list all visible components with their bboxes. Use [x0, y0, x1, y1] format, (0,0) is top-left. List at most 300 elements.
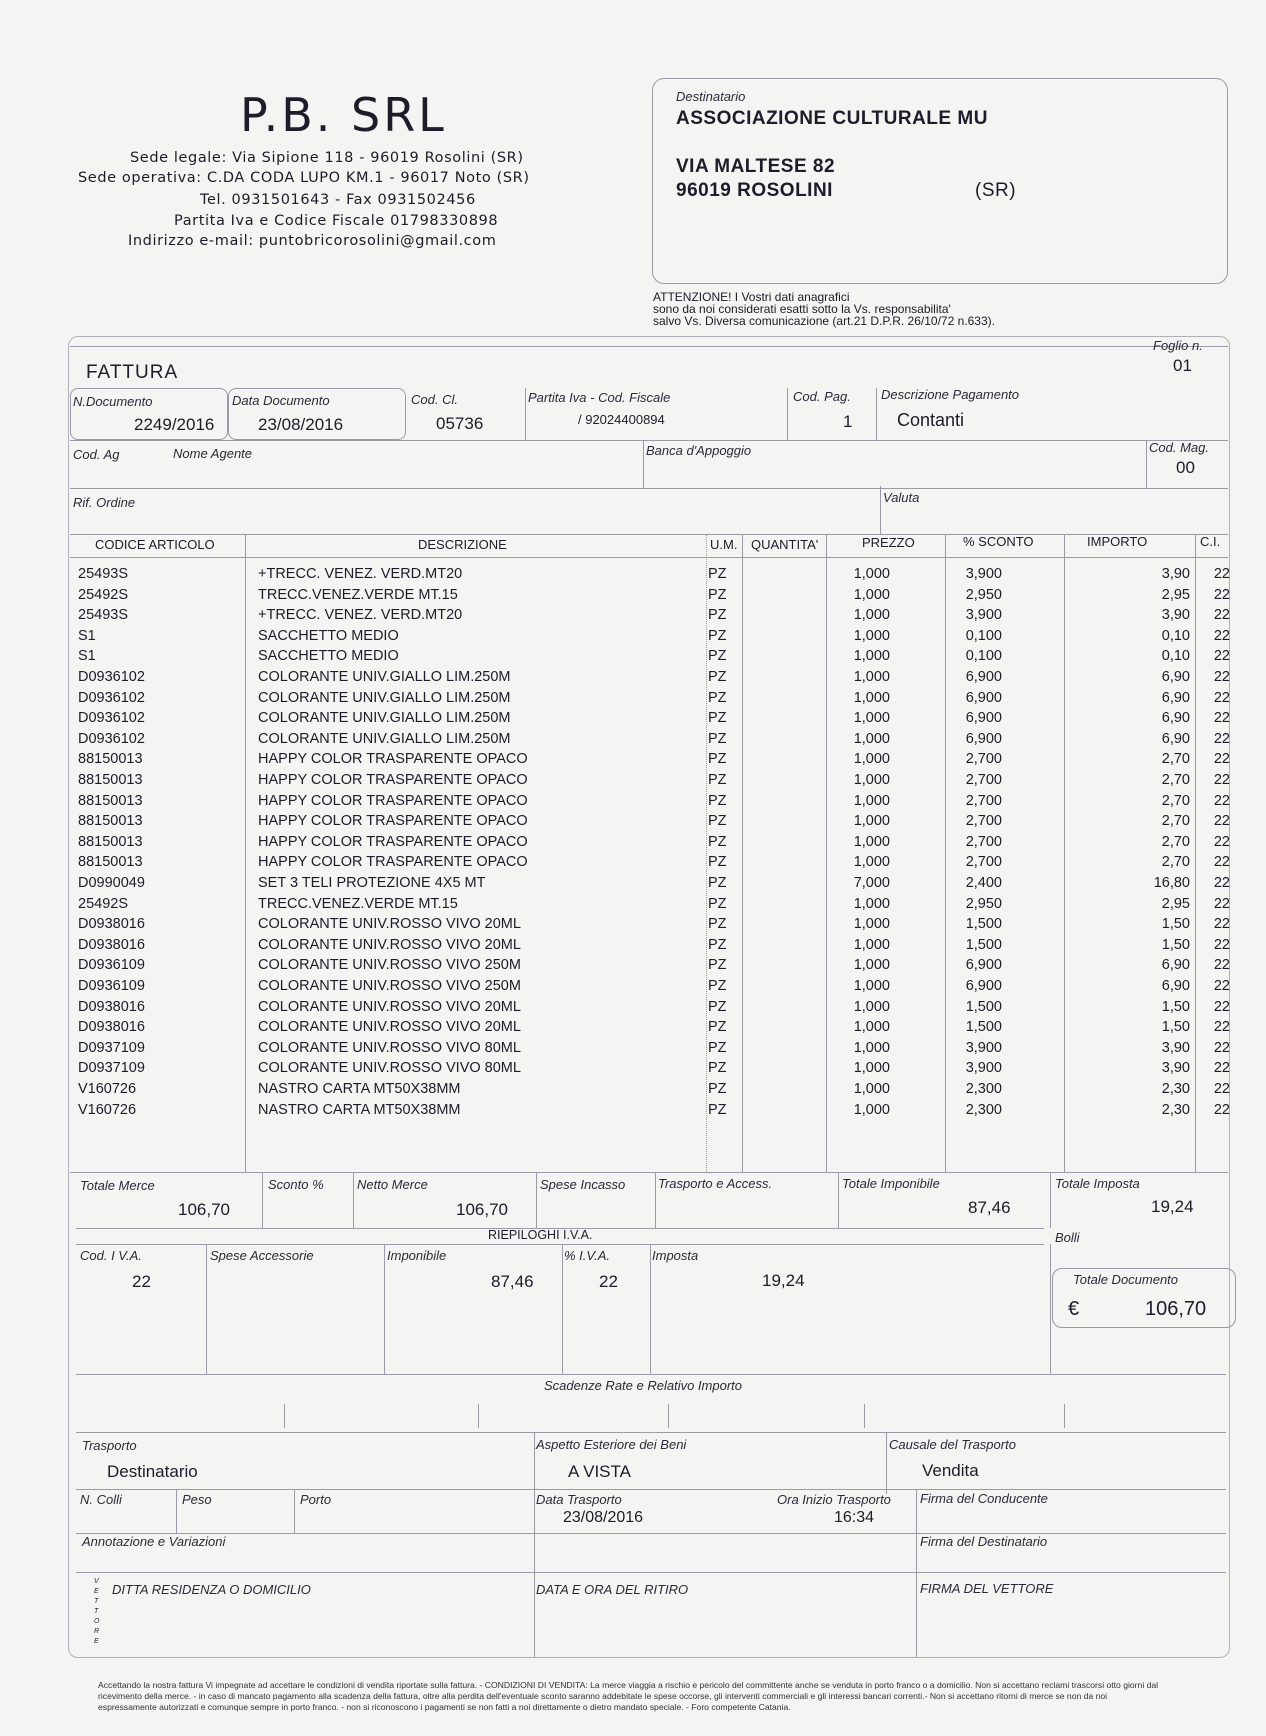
cell-code: D0936102: [78, 730, 145, 747]
cell-um: PZ: [708, 730, 727, 747]
doc-type: FATTURA: [86, 362, 179, 383]
table-row: [74, 999, 1234, 1019]
cell-qty: 1,000: [853, 1019, 890, 1036]
cell-importo: 6,90: [1161, 957, 1190, 974]
data-trasporto-label: Data Trasporto: [536, 1492, 622, 1507]
divider: [1064, 1404, 1065, 1428]
cell-desc: SACCHETTO MEDIO: [258, 627, 399, 644]
cell-qty: 1,000: [853, 710, 890, 727]
aspetto-value: A VISTA: [568, 1462, 631, 1481]
cell-code: D0938016: [78, 936, 145, 953]
cell-um: PZ: [708, 895, 727, 912]
cell-desc: COLORANTE UNIV.ROSSO VIVO 20ML: [258, 936, 521, 953]
desc-pag-label: Descrizione Pagamento: [881, 387, 1020, 402]
totale-imponibile-value: 87,46: [968, 1198, 1011, 1217]
table-row: [74, 648, 1234, 668]
firma-conducente-label: Firma del Conducente: [920, 1491, 1048, 1506]
cell-desc: HAPPY COLOR TRASPARENTE OPACO: [258, 813, 528, 830]
cell-qty: 1,000: [853, 998, 890, 1015]
cell-ci: 22: [1213, 1039, 1230, 1056]
cell-importo: 1,50: [1161, 1019, 1190, 1036]
cell-price: 2,700: [965, 813, 1002, 830]
cell-ci: 22: [1213, 978, 1230, 994]
cod-cl-label: Cod. Cl.: [411, 392, 458, 407]
cell-um: PZ: [708, 854, 727, 871]
cell-um: PZ: [708, 998, 727, 1015]
cell-desc: COLORANTE UNIV.GIALLO LIM.250M: [258, 669, 511, 685]
cell-importo: 1,50: [1161, 936, 1190, 953]
cell-importo: 2,70: [1161, 833, 1190, 850]
cell-price: 1,500: [965, 998, 1002, 1015]
doc-type-row: [70, 346, 1228, 389]
cell-importo: 3,90: [1161, 1039, 1190, 1056]
imponibile-value: 87,46: [491, 1272, 534, 1291]
divider: [384, 1244, 385, 1374]
totale-imposta-label: Totale Imposta: [1055, 1176, 1140, 1191]
header-ci: C.I.: [1200, 534, 1221, 549]
recipient-name: ASSOCIAZIONE CULTURALE MU: [676, 108, 988, 129]
piva-value: / 92024400894: [578, 412, 665, 427]
cell-um: PZ: [708, 1081, 727, 1097]
cell-importo: 2,70: [1161, 854, 1190, 871]
cell-qty: 1,000: [853, 916, 890, 933]
cell-code: V160726: [78, 1081, 137, 1097]
cell-importo: 3,90: [1161, 566, 1190, 582]
cell-desc: COLORANTE UNIV.GIALLO LIM.250M: [258, 710, 511, 727]
cell-qty: 1,000: [853, 751, 890, 768]
cell-code: 88150013: [78, 854, 143, 871]
divider: [886, 1432, 887, 1494]
cell-qty: 1,000: [853, 813, 890, 830]
cell-price: 2,700: [965, 854, 1002, 871]
cell-code: 88150013: [78, 792, 143, 809]
cell-ci: 22: [1213, 586, 1230, 603]
firma-destinatario-label: Firma del Destinatario: [920, 1534, 1048, 1549]
cell-qty: 1,000: [853, 566, 890, 582]
cell-um: PZ: [708, 1039, 727, 1056]
cell-price: 2,950: [965, 895, 1002, 912]
divider: [838, 1172, 839, 1228]
table-row: [74, 587, 1234, 607]
cell-ci: 22: [1213, 998, 1230, 1015]
cell-code: D0990049: [78, 875, 145, 891]
cell-ci: 22: [1213, 772, 1230, 788]
cell-qty: 1,000: [853, 957, 890, 974]
bolli-label: Bolli: [1055, 1230, 1080, 1245]
cell-desc: HAPPY COLOR TRASPARENTE OPACO: [258, 833, 528, 850]
divider: [262, 1172, 263, 1228]
notice-line: ATTENZIONE! I Vostri dati anagrafici: [653, 290, 850, 304]
table-row: [74, 813, 1234, 833]
table-row: [74, 1102, 1234, 1122]
ora-value: 16:34: [834, 1509, 875, 1526]
divider: [353, 1172, 354, 1228]
foglio-label: Foglio n.: [1153, 338, 1203, 353]
divider: [787, 388, 788, 440]
divider: [284, 1404, 285, 1428]
header-importo: IMPORTO: [1087, 534, 1148, 549]
cell-price: 0,100: [965, 648, 1002, 665]
cell-importo: 3,90: [1161, 1060, 1190, 1077]
valuta-label: Valuta: [883, 490, 920, 505]
firma-vettore-label: FIRMA DEL VETTORE: [920, 1581, 1054, 1596]
cell-code: D0937109: [78, 1039, 145, 1056]
imponibile-label: Imponibile: [387, 1248, 447, 1263]
cell-importo: 2,70: [1161, 751, 1190, 768]
divider: [76, 1489, 1226, 1490]
cell-ci: 22: [1213, 669, 1230, 685]
cell-um: PZ: [708, 957, 727, 974]
vettore-vertical-label: VETTORE: [94, 1578, 100, 1645]
cell-um: PZ: [708, 627, 727, 644]
cell-code: S1: [78, 627, 96, 644]
divider: [70, 1172, 1228, 1173]
divider: [1050, 1244, 1051, 1374]
cell-um: PZ: [708, 833, 727, 850]
cell-desc: TRECC.VENEZ.VERDE MT.15: [258, 586, 458, 603]
cell-ci: 22: [1213, 1060, 1230, 1077]
cell-importo: 2,30: [1161, 1101, 1190, 1118]
cell-um: PZ: [708, 1019, 727, 1036]
scadenze-label: Scadenze Rate e Relativo Importo: [544, 1378, 742, 1393]
cell-price: 2,700: [965, 833, 1002, 850]
cell-code: D0938016: [78, 1019, 145, 1036]
cell-ci: 22: [1213, 813, 1230, 830]
cell-code: D0938016: [78, 998, 145, 1015]
cell-desc: TRECC.VENEZ.VERDE MT.15: [258, 895, 458, 912]
divider: [76, 1374, 1226, 1375]
ditta-label: DITTA RESIDENZA O DOMICILIO: [112, 1582, 311, 1597]
cell-code: 88150013: [78, 772, 143, 788]
causale-value: Vendita: [922, 1461, 979, 1480]
table-row: [74, 1019, 1234, 1039]
cell-importo: 2,70: [1161, 792, 1190, 809]
cell-importo: 2,95: [1161, 895, 1190, 912]
table-row: [74, 937, 1234, 957]
table-row: [74, 751, 1234, 771]
company-vat: Partita Iva e Codice Fiscale 01798330898: [174, 213, 499, 229]
cell-importo: 0,10: [1161, 648, 1190, 665]
cell-qty: 1,000: [853, 730, 890, 747]
cell-qty: 7,000: [853, 875, 890, 891]
cell-ci: 22: [1213, 792, 1230, 809]
table-row: [74, 731, 1234, 751]
cell-ci: 22: [1213, 936, 1230, 953]
cell-importo: 1,50: [1161, 916, 1190, 933]
totale-merce-label: Totale Merce: [80, 1178, 155, 1193]
recipient-city: 96019 ROSOLINI: [676, 180, 833, 201]
table-row: [74, 896, 1234, 916]
cell-code: D0936102: [78, 689, 145, 706]
cell-code: 25492S: [78, 895, 128, 912]
divider: [525, 388, 526, 440]
cell-code: 88150013: [78, 833, 143, 850]
cell-code: 25493S: [78, 607, 128, 624]
table-row: [74, 607, 1234, 627]
cod-iva-label: Cod. I V.A.: [80, 1248, 142, 1263]
piva-label: Partita Iva - Cod. Fiscale: [528, 390, 671, 405]
cell-qty: 1,000: [853, 936, 890, 953]
divider: [70, 488, 1228, 489]
cell-code: 88150013: [78, 751, 143, 768]
table-row: [74, 1040, 1234, 1060]
perc-iva-label: % I.V.A.: [564, 1248, 610, 1263]
cell-price: 6,900: [965, 669, 1002, 685]
ora-label: Ora Inizio Trasporto: [777, 1492, 891, 1507]
notice-line: sono da noi considerati esatti sotto la Vs. responsabilita': [653, 302, 951, 316]
sconto-label: Sconto %: [268, 1177, 324, 1192]
cell-desc: SET 3 TELI PROTEZIONE 4X5 MT: [258, 875, 486, 891]
cell-price: 1,500: [965, 916, 1002, 933]
cod-mag-label: Cod. Mag.: [1149, 440, 1209, 455]
divider: [294, 1489, 295, 1533]
divider: [534, 1432, 535, 1658]
cell-code: 88150013: [78, 813, 143, 830]
cell-um: PZ: [708, 586, 727, 603]
foglio-value: 01: [1173, 356, 1192, 375]
cell-ci: 22: [1213, 1019, 1230, 1036]
table-row: [74, 834, 1234, 854]
cell-importo: 2,70: [1161, 813, 1190, 830]
cell-qty: 1,000: [853, 586, 890, 603]
cell-desc: HAPPY COLOR TRASPARENTE OPACO: [258, 751, 528, 768]
cell-code: D0936102: [78, 710, 145, 727]
causale-label: Causale del Trasporto: [889, 1437, 1016, 1452]
cell-code: 25492S: [78, 586, 128, 603]
divider: [478, 1404, 479, 1428]
cell-um: PZ: [708, 710, 727, 727]
divider: [536, 1172, 537, 1228]
cell-importo: 2,70: [1161, 772, 1190, 788]
table-row: [74, 1060, 1234, 1080]
cell-code: V160726: [78, 1101, 137, 1118]
spese-incasso-label: Spese Incasso: [540, 1177, 626, 1192]
cell-price: 3,900: [965, 566, 1002, 582]
cell-ci: 22: [1213, 689, 1230, 706]
header-sconto: % SCONTO: [963, 534, 1034, 549]
divider: [643, 440, 644, 488]
divider: [668, 1404, 669, 1428]
cod-ag-label: Cod. Ag: [73, 447, 120, 462]
cell-qty: 1,000: [853, 1081, 890, 1097]
divider: [70, 440, 1228, 441]
company-name: P.B. SRL: [240, 88, 447, 142]
totale-imposta-value: 19,24: [1151, 1197, 1194, 1216]
cell-price: 2,400: [965, 875, 1002, 891]
cell-qty: 1,000: [853, 607, 890, 624]
cell-um: PZ: [708, 792, 727, 809]
divider: [916, 1489, 917, 1657]
table-row: [74, 875, 1234, 895]
terms-footer: Accettando la nostra fattura Vi impegnate ad accettare le condizioni di vendita riportate sulla fattura. - CONDIZIONI DI VENDITA: La merce viaggia a rischio e pericolo del committente anche se venduta in porto franco o a domicilio. Non si accettano reclami trascorsi otto giorni dal ricevimento della merce. - in caso di mancato pagamento alla scadenza della fattura, oltre alla perdita dell'eventuale sconto saranno addebitate le spese occorse, gli interventi commerciali e gli interessi bancari correnti.- Non si accettano ritorni di merce se non da noi espressamente autorizzati e comunque sempre in porto franco. - non si riconoscono i pagamenti se non fatti a noi direttamente o dietro mandato speciale. - Foro competente Catania.: [98, 1680, 1159, 1712]
cell-price: 6,900: [965, 957, 1002, 974]
header-qty: QUANTITA': [751, 537, 819, 552]
cell-desc: +TRECC. VENEZ. VERD.MT20: [258, 566, 463, 582]
imposta-value: 19,24: [762, 1271, 805, 1290]
divider: [1050, 1172, 1051, 1228]
cell-qty: 1,000: [853, 792, 890, 809]
cell-desc: HAPPY COLOR TRASPARENTE OPACO: [258, 792, 528, 809]
cell-code: S1: [78, 648, 96, 665]
cell-qty: 1,000: [853, 833, 890, 850]
cell-price: 2,300: [965, 1081, 1002, 1097]
date-value: 23/08/2016: [258, 415, 344, 434]
cell-desc: COLORANTE UNIV.ROSSO VIVO 20ML: [258, 1019, 521, 1036]
cell-desc: SACCHETTO MEDIO: [258, 648, 399, 665]
cell-um: PZ: [708, 813, 727, 830]
divider: [76, 1244, 1044, 1245]
cell-price: 1,500: [965, 936, 1002, 953]
peso-label: Peso: [182, 1492, 212, 1507]
netto-merce-label: Netto Merce: [357, 1177, 428, 1192]
cell-importo: 1,50: [1161, 998, 1190, 1015]
cod-pag-label: Cod. Pag.: [793, 389, 851, 404]
cell-qty: 1,000: [853, 669, 890, 685]
cod-pag-value: 1: [843, 412, 853, 431]
table-row: [74, 710, 1234, 730]
cell-importo: 6,90: [1161, 669, 1190, 685]
cell-code: D0936109: [78, 957, 145, 974]
cell-um: PZ: [708, 607, 727, 624]
cell-qty: 1,000: [853, 1060, 890, 1077]
banca-label: Banca d'Appoggio: [646, 443, 752, 458]
cell-price: 3,900: [965, 1060, 1002, 1077]
cell-code: D0937109: [78, 1060, 145, 1077]
cell-desc: COLORANTE UNIV.ROSSO VIVO 250M: [258, 978, 521, 994]
recipient-address: VIA MALTESE 82: [676, 156, 836, 177]
table-row: [74, 793, 1234, 813]
header-um: U.M.: [710, 537, 738, 552]
cell-desc: HAPPY COLOR TRASPARENTE OPACO: [258, 854, 528, 871]
divider: [206, 1244, 207, 1374]
cell-um: PZ: [708, 916, 727, 933]
porto-label: Porto: [300, 1492, 332, 1507]
cell-qty: 1,000: [853, 627, 890, 644]
cell-desc: COLORANTE UNIV.GIALLO LIM.250M: [258, 689, 511, 706]
company-address-operative: Sede operativa: C.DA CODA LUPO KM.1 - 96017 Noto (SR): [78, 170, 530, 186]
aspetto-label: Aspetto Esteriore dei Beni: [536, 1437, 687, 1452]
cell-qty: 1,000: [853, 772, 890, 788]
notice: [653, 291, 995, 327]
imposta-label: Imposta: [652, 1248, 699, 1263]
table-row: [74, 669, 1234, 689]
cell-ci: 22: [1213, 627, 1230, 644]
cell-importo: 6,90: [1161, 978, 1190, 994]
cell-price: 6,900: [965, 710, 1002, 727]
cell-qty: 1,000: [853, 648, 890, 665]
cell-um: PZ: [708, 566, 727, 582]
divider: [70, 557, 1228, 558]
cell-ci: 22: [1213, 854, 1230, 871]
trasporto-access-label: Trasporto e Access.: [658, 1176, 773, 1191]
company-address-legal: Sede legale: Via Sipione 118 - 96019 Rosolini (SR): [130, 150, 524, 166]
cod-cl-value: 05736: [436, 414, 484, 433]
netto-merce-value: 106,70: [456, 1200, 508, 1219]
divider: [76, 1533, 1226, 1534]
table-row: [74, 916, 1234, 936]
n-doc-label: N.Documento: [73, 394, 153, 409]
divider: [1146, 440, 1147, 488]
cell-importo: 2,95: [1161, 586, 1190, 603]
cell-importo: 3,90: [1161, 607, 1190, 624]
table-row: [74, 566, 1234, 586]
recipient-label: Destinatario: [676, 89, 746, 104]
totale-merce-value: 106,70: [178, 1200, 230, 1219]
cell-price: 2,300: [965, 1101, 1002, 1118]
cell-um: PZ: [708, 689, 727, 706]
cell-desc: COLORANTE UNIV.ROSSO VIVO 250M: [258, 957, 521, 974]
cell-qty: 1,000: [853, 978, 890, 994]
notice-line: salvo Vs. Diversa comunicazione (art.21 D.P.R. 26/10/72 n.633).: [653, 314, 995, 328]
cell-um: PZ: [708, 1060, 727, 1077]
divider: [650, 1244, 651, 1374]
cell-importo: 6,90: [1161, 730, 1190, 747]
cell-code: 25493S: [78, 566, 128, 582]
cell-ci: 22: [1213, 751, 1230, 768]
cell-price: 6,900: [965, 689, 1002, 706]
cell-price: 3,900: [965, 607, 1002, 624]
n-doc-value: 2249/2016: [134, 415, 215, 434]
cell-desc: NASTRO CARTA MT50X38MM: [258, 1101, 461, 1118]
totale-documento-label: Totale Documento: [1073, 1272, 1179, 1287]
cell-desc: NASTRO CARTA MT50X38MM: [258, 1081, 461, 1097]
cell-importo: 0,10: [1161, 627, 1190, 644]
cell-price: 2,700: [965, 751, 1002, 768]
annotazione-label: Annotazione e Variazioni: [82, 1534, 226, 1549]
divider: [76, 1572, 1226, 1573]
cell-um: PZ: [708, 751, 727, 768]
cell-ci: 22: [1213, 1081, 1230, 1097]
cell-qty: 1,000: [853, 895, 890, 912]
cell-ci: 22: [1213, 833, 1230, 850]
totale-imponibile-label: Totale Imponibile: [842, 1176, 940, 1191]
cell-ci: 22: [1213, 648, 1230, 665]
cell-ci: 22: [1213, 566, 1230, 582]
table-row: [74, 854, 1234, 874]
data-ritiro-label: DATA E ORA DEL RITIRO: [536, 1582, 689, 1597]
cell-um: PZ: [708, 772, 727, 788]
cell-importo: 2,30: [1161, 1081, 1190, 1097]
divider: [70, 534, 1228, 535]
table-row: [74, 772, 1234, 792]
totale-documento-value: 106,70: [1145, 1298, 1207, 1320]
divider: [655, 1172, 656, 1228]
cell-desc: HAPPY COLOR TRASPARENTE OPACO: [258, 772, 528, 788]
divider: [76, 1432, 1226, 1433]
perc-iva-value: 22: [599, 1272, 618, 1291]
cell-price: 6,900: [965, 730, 1002, 747]
cell-ci: 22: [1213, 957, 1230, 974]
table-row: [74, 978, 1234, 998]
cell-qty: 1,000: [853, 1039, 890, 1056]
cell-code: D0938016: [78, 916, 145, 933]
cod-mag-value: 00: [1176, 458, 1195, 477]
cell-um: PZ: [708, 669, 727, 685]
header-price: PREZZO: [862, 535, 915, 550]
cell-desc: +TRECC. VENEZ. VERD.MT20: [258, 607, 463, 624]
cell-desc: COLORANTE UNIV.ROSSO VIVO 20ML: [258, 916, 521, 933]
rif-ordine-label: Rif. Ordine: [73, 495, 136, 510]
cell-ci: 22: [1213, 710, 1230, 727]
recipient-province: (SR): [975, 180, 1017, 201]
data-trasporto-value: 23/08/2016: [563, 1509, 644, 1526]
cell-code: D0936109: [78, 978, 145, 994]
cell-um: PZ: [708, 978, 727, 994]
currency-symbol: €: [1068, 1298, 1080, 1320]
cell-qty: 1,000: [853, 854, 890, 871]
trasporto-label: Trasporto: [82, 1438, 137, 1453]
cell-qty: 1,000: [853, 1101, 890, 1118]
